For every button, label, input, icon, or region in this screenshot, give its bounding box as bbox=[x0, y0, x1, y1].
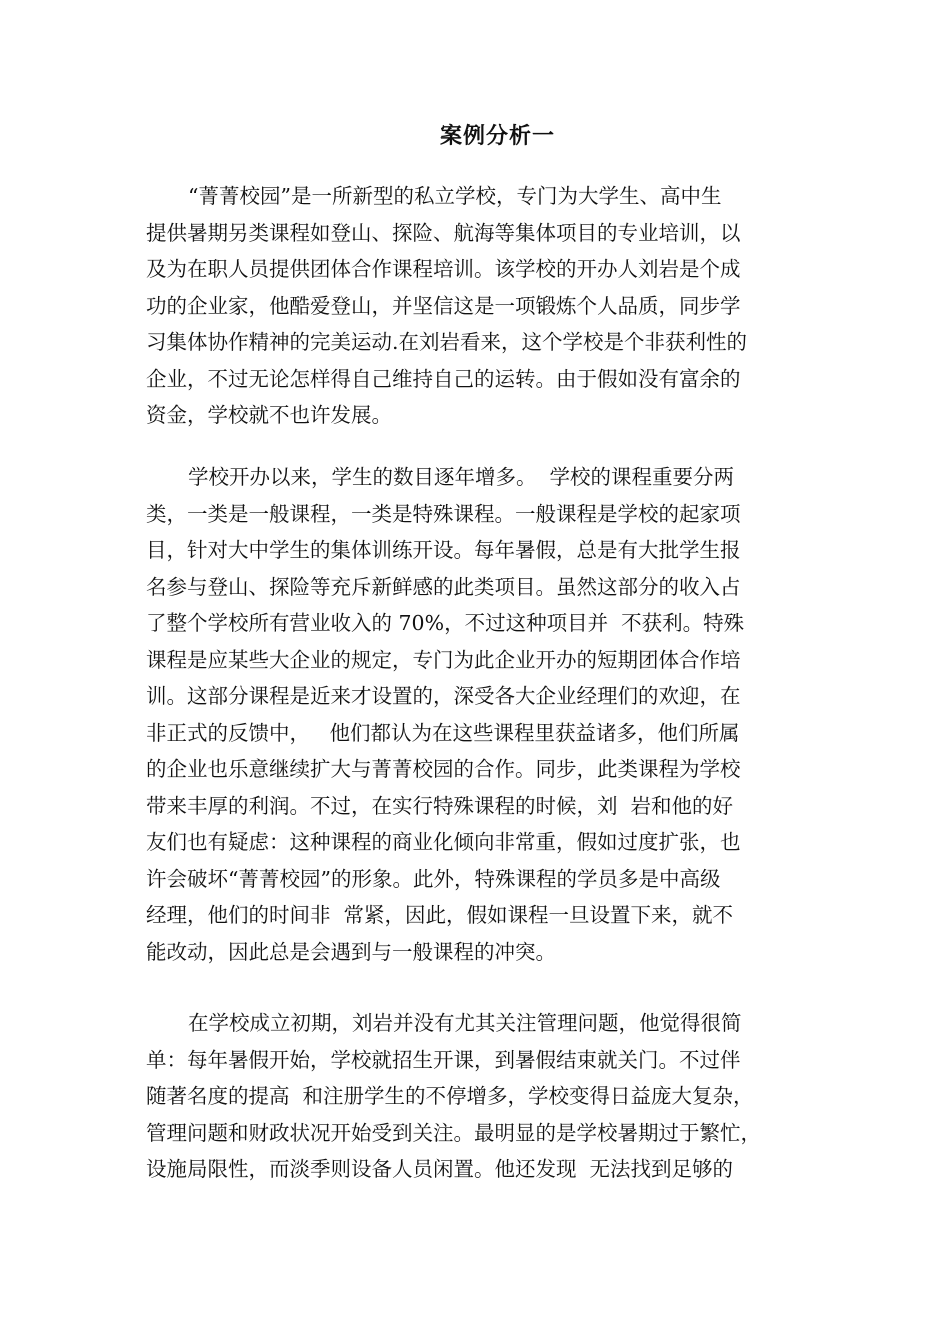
paragraph-line: 的企业也乐意继续扩大与菁菁校园的合作。同步，此类课程为学校 bbox=[146, 757, 741, 781]
paragraph-line: 企业，不过无论怎样得自己维持自己的运转。由于假如没有富余的 bbox=[146, 366, 741, 391]
paragraph-line: 了整个学校所有营业收入的 70%，不过这种项目并 不获利。特殊 bbox=[146, 611, 745, 635]
paragraph-line: 单：每年暑假开始，学校就招生开课，到暑假结束就关门。不过伴 bbox=[146, 1047, 741, 1072]
paragraph-3 bbox=[146, 1005, 806, 1188]
paragraph-line: 类，一类是一般课程，一类是特殊课程。一般课程是学校的起家项 bbox=[146, 501, 741, 526]
paragraph-line: 非正式的反馈中， 他们都认为在这些课程里获益诸多，他们所属 bbox=[146, 720, 740, 745]
paragraph-line: “菁菁校园”是一所新型的私立学校，专门为大学生、高中生 bbox=[188, 184, 722, 208]
paragraph-2 bbox=[146, 459, 806, 970]
paragraph-line: 功的企业家，他酷爱登山，并坚信这是一项锻炼个人品质，同步学 bbox=[146, 293, 741, 318]
document-title: 案例分析一 bbox=[439, 123, 555, 149]
paragraph-line: 提供暑期另类课程如登山、探险、航海等集体项目的专业培训，以 bbox=[146, 220, 741, 245]
paragraph-line: 随著名度的提高 和注册学生的不停增多，学校变得日益庞大复杂， bbox=[146, 1084, 754, 1108]
paragraph-line: 学校开办以来，学生的数目逐年增多。 学校的课程重要分两 bbox=[188, 465, 735, 489]
paragraph-1 bbox=[146, 178, 806, 434]
paragraph-line: 许会破坏“菁菁校园”的形象。此外，特殊课程的学员多是中高级 bbox=[146, 866, 721, 891]
paragraph-line: 经理，他们的时间非 常紧，因此，假如课程一旦设置下来，就不 bbox=[146, 903, 734, 927]
paragraph-line: 带来丰厚的利润。不过，在实行特殊课程的时候，刘 岩和他的好 bbox=[146, 793, 734, 818]
paragraph-line: 目，针对大中学生的集体训练开设。每年暑假，总是有大批学生报 bbox=[146, 538, 741, 562]
paragraph-line: 资金，学校就不也许发展。 bbox=[146, 403, 392, 427]
paragraph-line: 设施局限性，而淡季则设备人员闲置。他还发现 无法找到足够的 bbox=[146, 1157, 734, 1181]
paragraph-line: 课程是应某些大企业的规定，专门为此企业开办的短期团体合作培 bbox=[146, 647, 741, 672]
paragraph-line: 友们也有疑虑：这种课程的商业化倾向非常重，假如过度扩张，也 bbox=[146, 830, 741, 854]
paragraph-line: 名参与登山、探险等充斥新鲜感的此类项目。虽然这部分的收入占 bbox=[146, 574, 741, 599]
paragraph-line: 训。这部分课程是近来才设置的，深受各大企业经理们的欢迎，在 bbox=[146, 684, 741, 708]
paragraph-line: 管理问题和财政状况开始受到关注。最明显的是学校暑期过于繁忙， bbox=[146, 1120, 761, 1145]
paragraph-line: 能改动，因此总是会遇到与一般课程的冲突。 bbox=[146, 939, 556, 964]
paragraph-line: 在学校成立初期，刘岩并没有尤其关注管理问题，他觉得很简 bbox=[188, 1011, 742, 1035]
paragraph-line: 习集体协作精神的完美运动.在刘岩看来，这个学校是个非获利性的 bbox=[146, 330, 748, 354]
paragraph-line: 及为在职人员提供团体合作课程培训。该学校的开办人刘岩是个成 bbox=[146, 257, 741, 281]
